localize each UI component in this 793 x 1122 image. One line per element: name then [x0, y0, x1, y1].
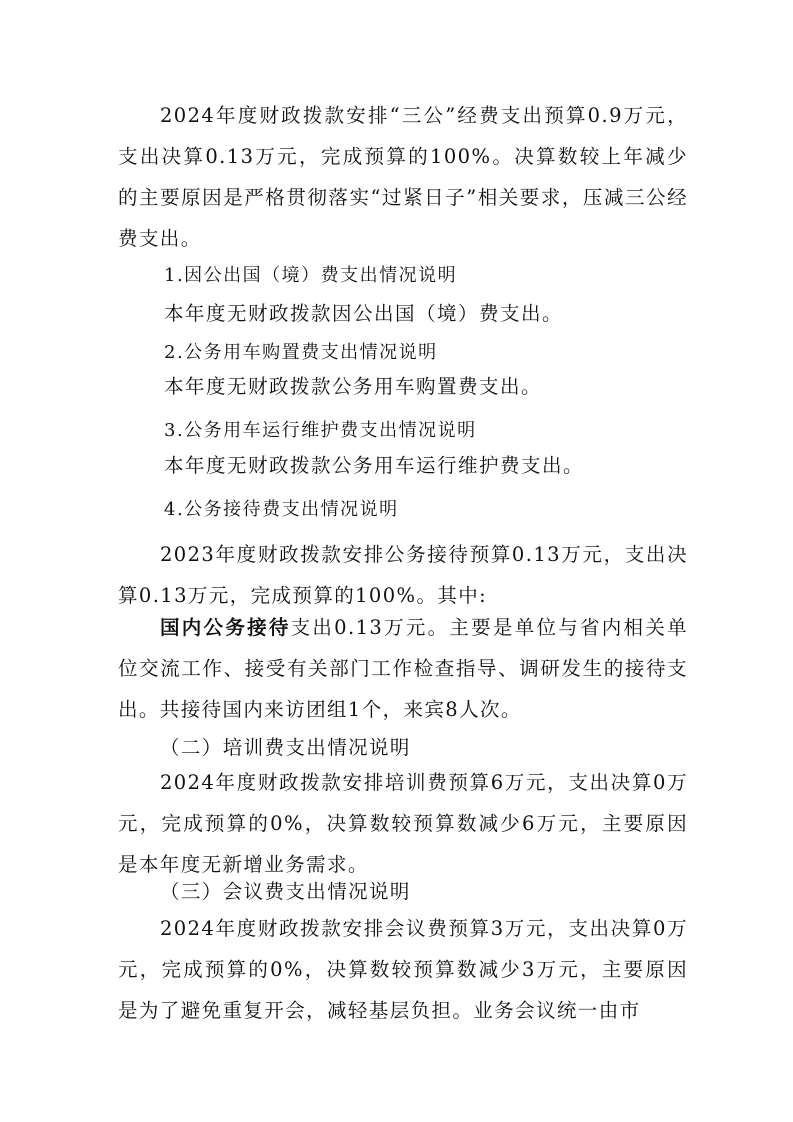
vehicle-purchase-heading: 2.公务用车购置费支出情况说明 — [164, 342, 438, 363]
three-public-expense-summary: 2024年度财政拨款安排“三公”经费支出预算0.9万元，支出决算0.13万元，完成预算的100%。决算数较上年减少的主要原因是严格贯彻落实“过紧日子”相关要求，压减三公经费支出。 — [118, 104, 688, 250]
domestic-reception-text: 支出0.13万元。主要是单位与省内相关单位交流工作、接受有关部门工作检查指导、调研发生的接待支出。共接待国内来访团组1个，来宾8人次。 — [118, 616, 689, 721]
vehicle-purchase-text: 本年度无财政拨款公务用车购置费支出。 — [164, 375, 543, 398]
meeting-text: 2024年度财政拨款安排会议费预算3万元，支出决算0万元，完成预算的0%，决算数较预算数减少3万元，主要原因是为了避免重复开会，减轻基层负担。业务会议统一由市 — [118, 917, 688, 1022]
vehicle-maintenance-text: 本年度无财政拨款公务用车运行维护费支出。 — [164, 454, 585, 477]
reception-text: 2023年度财政拨款安排公务接待预算0.13万元，支出决算0.13万元，完成预算的100%。其中: — [118, 543, 688, 607]
meeting-heading: （三）会议费支出情况说明 — [160, 880, 411, 903]
training-text: 2024年度财政拨款安排培训费预算6万元，支出决算0万元，完成预算的0%，决算数较预算数减少6万元，主要原因是本年度无新增业务需求。 — [118, 771, 688, 876]
reception-heading: 4.公务接待费支出情况说明 — [164, 499, 399, 520]
domestic-reception-paragraph — [118, 607, 688, 730]
vehicle-maintenance-heading: 3.公务用车运行维护费支出情况说明 — [164, 420, 477, 441]
outbound-travel-heading: 1.因公出国（境）费支出情况说明 — [164, 265, 458, 286]
domestic-reception-label: 国内公务接待 — [160, 616, 291, 639]
training-heading: （二）培训费支出情况说明 — [160, 736, 411, 759]
outbound-travel-text: 本年度无财政拨款因公出国（境）费支出。 — [164, 302, 564, 325]
